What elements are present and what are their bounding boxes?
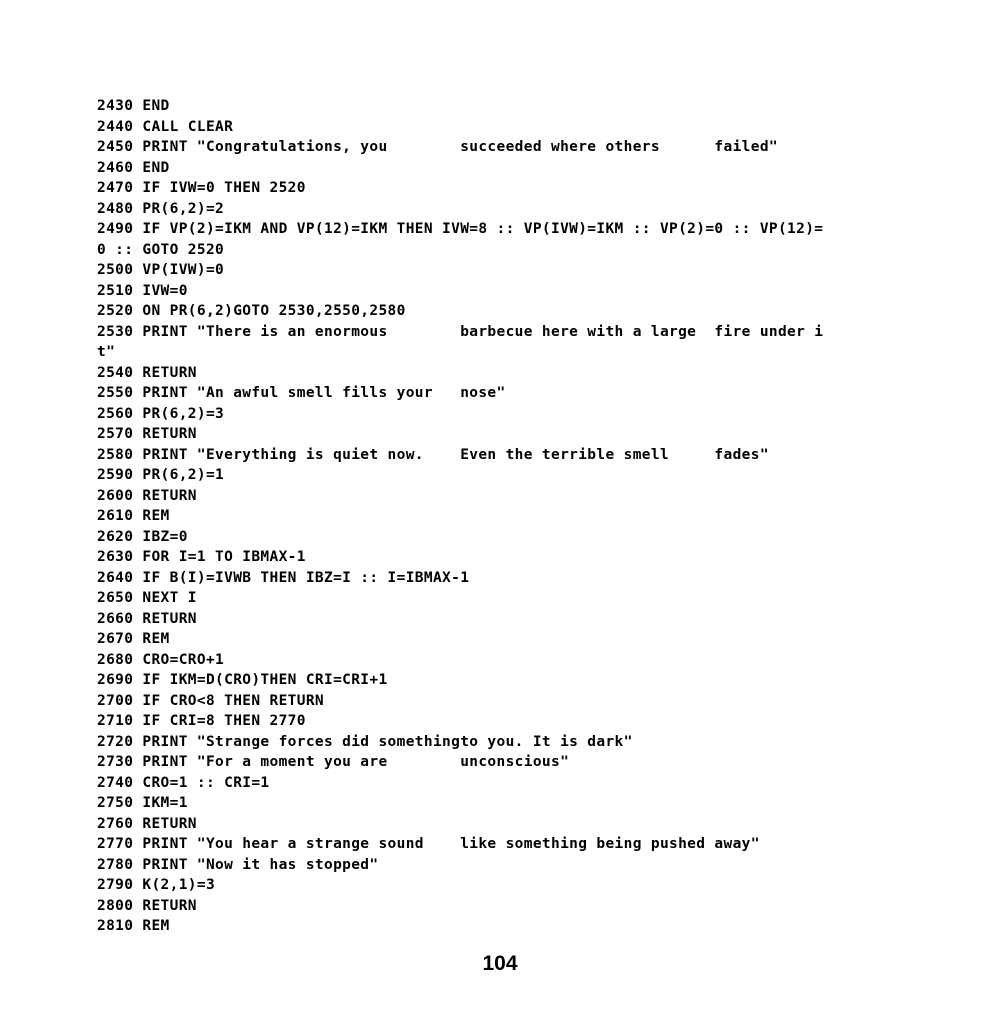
code-line: 2710 IF CRI=8 THEN 2770	[97, 713, 306, 729]
code-line: 2700 IF CRO<8 THEN RETURN	[97, 692, 324, 709]
code-line: 2800 RETURN	[97, 897, 197, 914]
code-line: 2650 NEXT I	[97, 590, 197, 606]
code-line: 2750 IKM=1	[97, 795, 188, 811]
code-line: 2490 IF VP(2)=IKM AND VP(12)=IKM THEN IVW=8 :: VP(IVW)=IKM :: VP(2)=0 :: VP(12)=	[97, 221, 824, 237]
code-line-continuation: 0 :: GOTO 2520	[97, 241, 225, 258]
code-line: 2540 RETURN	[97, 364, 197, 381]
code-line: 2610 REM	[97, 508, 170, 524]
page-number: 104	[482, 952, 518, 975]
code-line: 2740 CRO=1 :: CRI=1	[97, 774, 270, 791]
code-line: 2460 END	[97, 159, 170, 176]
code-line: 2620 IBZ=0	[97, 528, 188, 545]
code-line: 2600 RETURN	[97, 487, 197, 504]
code-line: 2660 RETURN	[97, 610, 197, 627]
basic-code-listing	[97, 96, 947, 937]
code-line: 2560 PR(6,2)=3	[97, 405, 225, 422]
code-line: 2440 CALL CLEAR	[97, 118, 234, 135]
code-line-continuation: t"	[97, 344, 116, 360]
code-line: 2670 REM	[97, 631, 170, 647]
code-line: 2590 PR(6,2)=1	[97, 467, 225, 483]
code-line: 2520 ON PR(6,2)GOTO 2530,2550,2580	[97, 303, 406, 319]
code-line: 2680 CRO=CRO+1	[97, 651, 225, 668]
code-line: 2470 IF IVW=0 THEN 2520	[97, 180, 306, 196]
code-line: 2580 PRINT "Everything is quiet now. Even the terrible smell fades"	[97, 446, 769, 463]
code-line: 2570 RETURN	[97, 426, 197, 442]
code-line: 2730 PRINT "For a moment you are unconscious"	[97, 754, 570, 770]
code-line: 2500 VP(IVW)=0	[97, 262, 225, 278]
code-line: 2450 PRINT "Congratulations, you succeeded where others failed"	[97, 139, 778, 155]
code-line: 2510 IVW=0	[97, 282, 188, 299]
code-line: 2630 FOR I=1 TO IBMAX-1	[97, 549, 306, 565]
code-line: 2530 PRINT "There is an enormous barbecue here with a large fire under i	[97, 323, 824, 340]
code-line: 2810 REM	[97, 918, 170, 934]
code-line: 2690 IF IKM=D(CRO)THEN CRI=CRI+1	[97, 672, 388, 688]
code-line: 2550 PRINT "An awful smell fills your nose"	[97, 385, 506, 401]
code-line: 2770 PRINT "You hear a strange sound like something being pushed away"	[97, 836, 760, 852]
code-line: 2790 K(2,1)=3	[97, 877, 216, 893]
code-line: 2780 PRINT "Now it has stopped"	[97, 856, 379, 873]
code-line: 2430 END	[97, 98, 170, 114]
code-line: 2760 RETURN	[97, 815, 197, 832]
code-line: 2720 PRINT "Strange forces did somethingto you. It is dark"	[97, 733, 633, 750]
code-line: 2480 PR(6,2)=2	[97, 200, 225, 217]
code-line: 2640 IF B(I)=IVWB THEN IBZ=I :: I=IBMAX-1	[97, 569, 470, 586]
